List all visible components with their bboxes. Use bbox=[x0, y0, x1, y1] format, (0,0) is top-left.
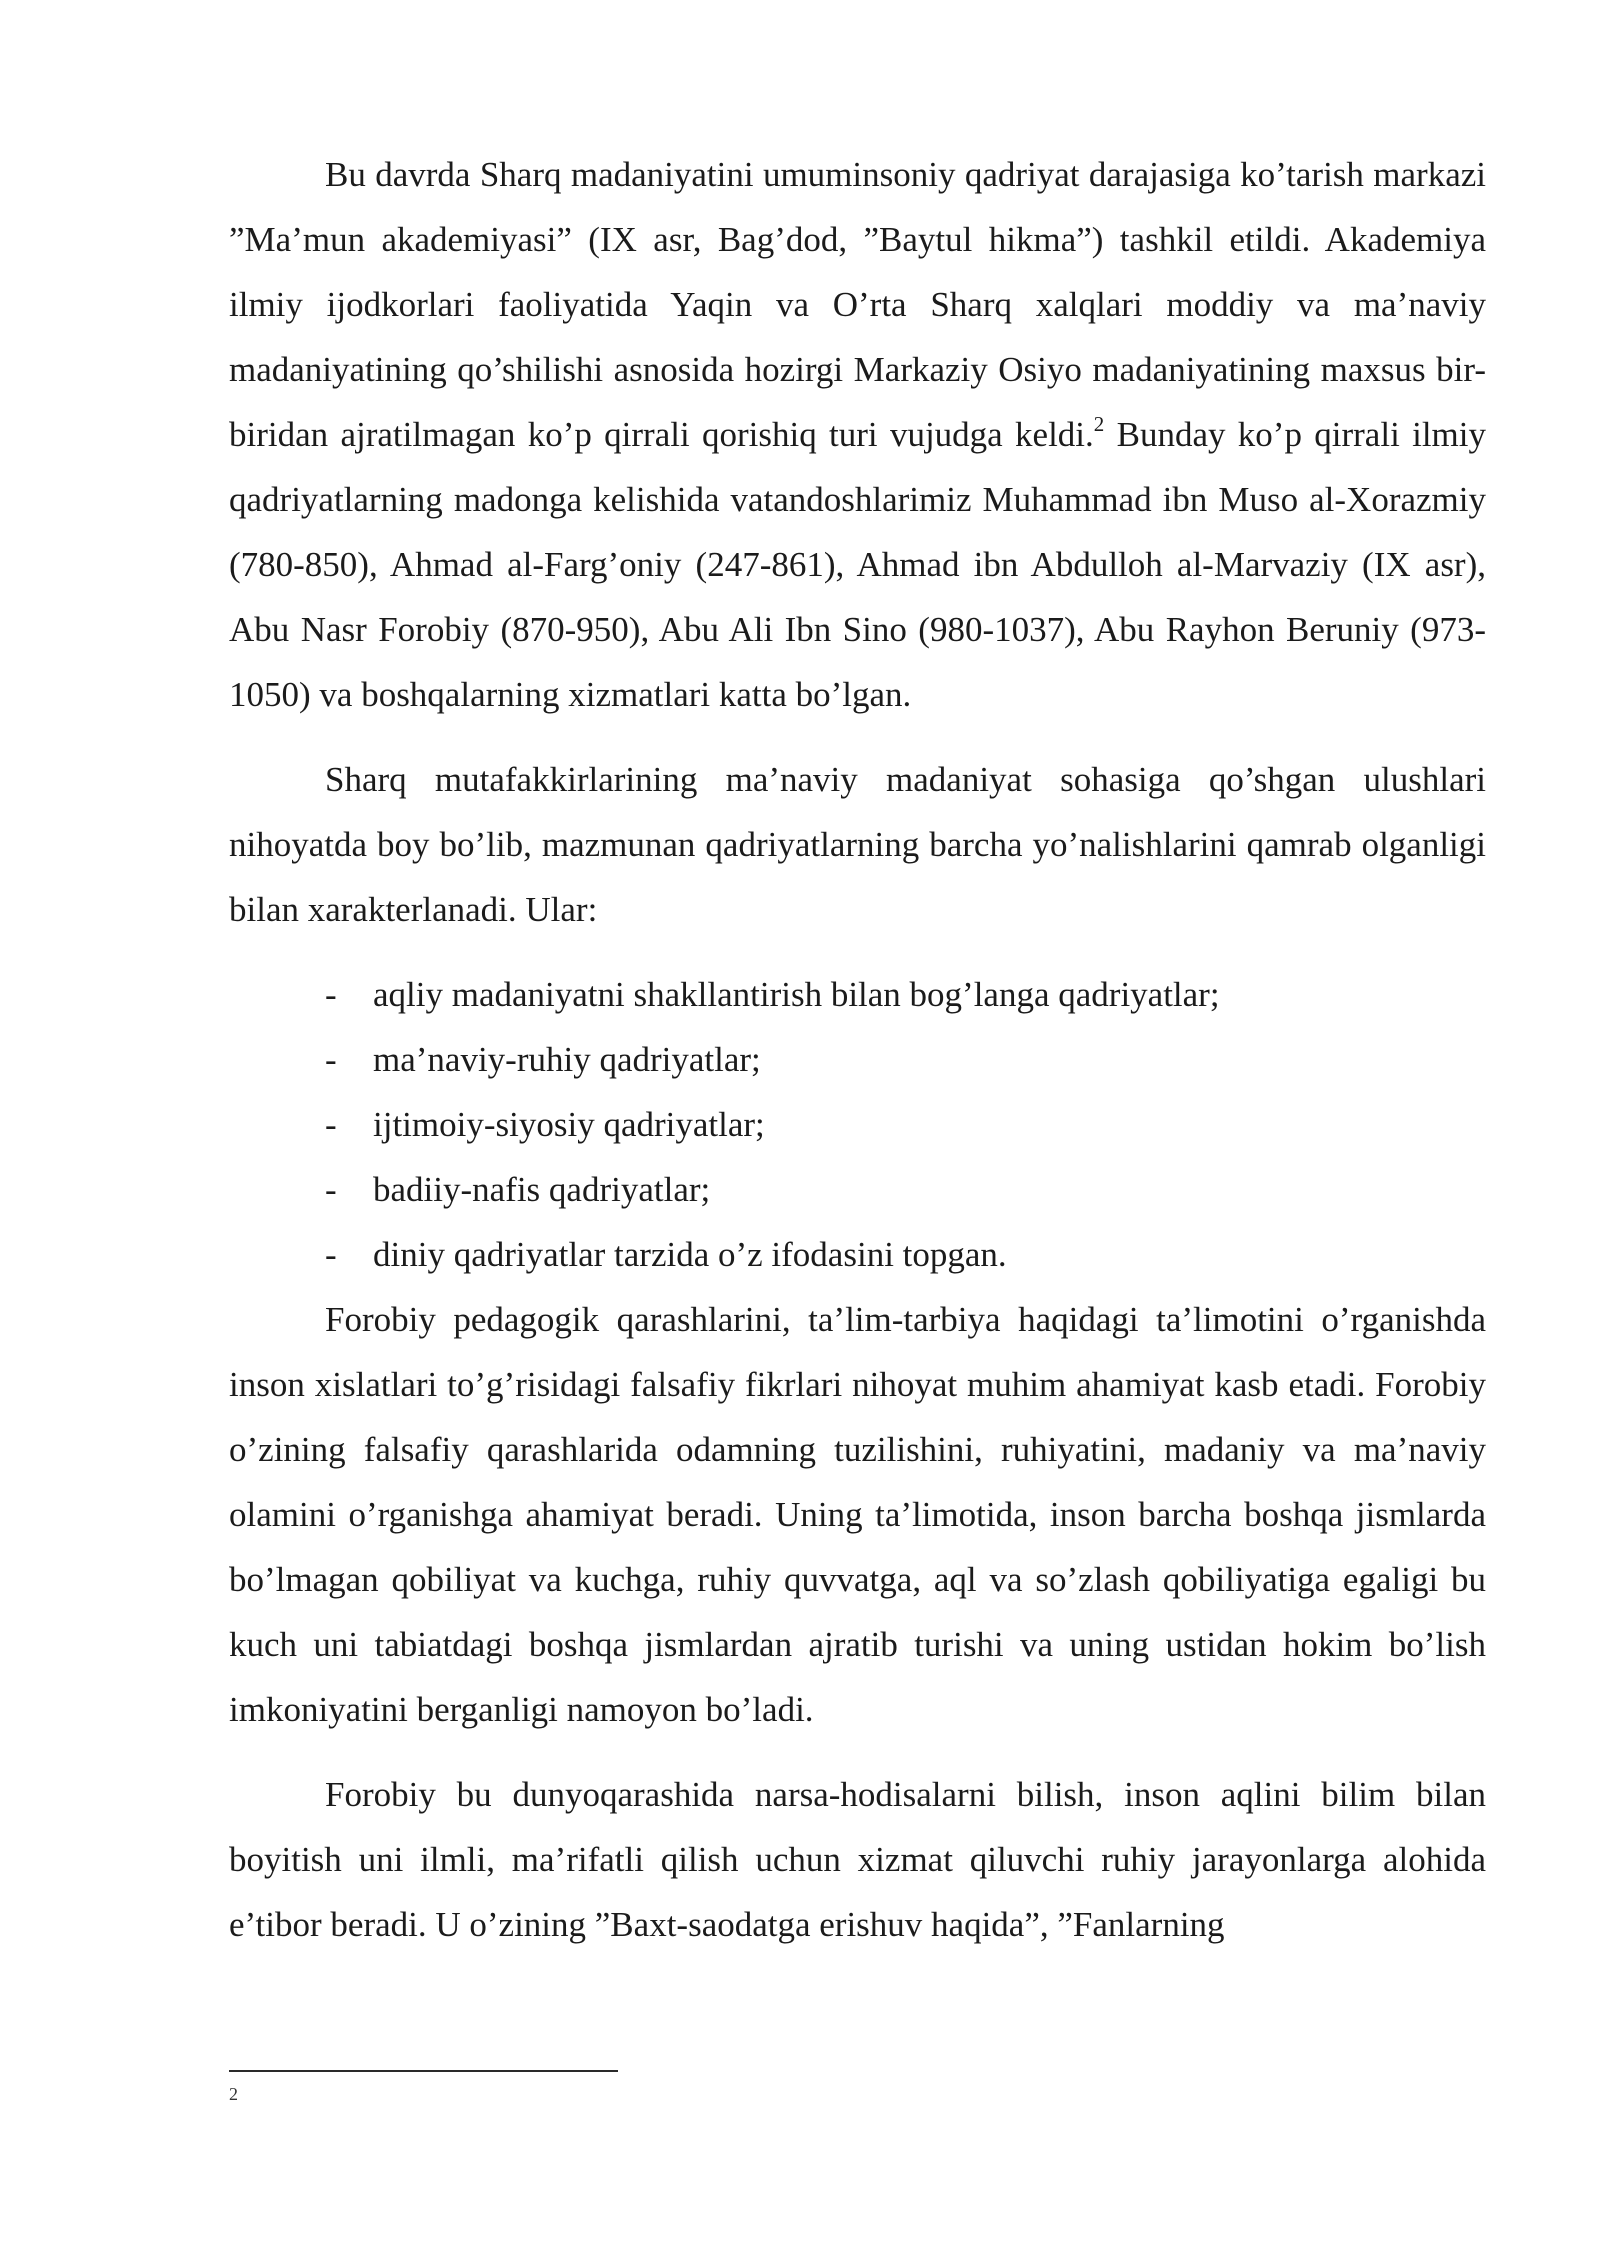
paragraph-text-continued: Bunday ko’p qirrali ilmiy qadriyatlarning madonga kelishida vatandoshlarimiz Muhammad ibn Muso al-Xorazmiy (780-850), Ahmad al-Farg’oniy (247-861), Ahmad ibn Abdulloh al-Marvaziy (IX asr), Abu Nasr Forobiy (870-950), Abu Ali Ibn Sino (980-1037), Abu Rayhon Beruniy (973-1050) va boshqalarning xizmatlari katta bo’lgan. bbox=[229, 415, 1487, 714]
paragraph-forobiy-dunyoqarash bbox=[229, 1762, 1486, 1957]
list-item-text: badiiy-nafis qadriyatlar; bbox=[373, 1170, 711, 1209]
list-bullet: - bbox=[325, 975, 337, 1014]
list-item bbox=[229, 1222, 1486, 1287]
list-bullet: - bbox=[325, 1040, 337, 1079]
paragraph-text: Bu davrda Sharq madaniyatini umuminsoniy qadriyat darajasiga ko’tarish markazi ”Ma’mun akademiyasi” (IX asr, Bag’dod, ”Baytul hikma”) tashkil etildi. Akademiya ilmiy ijodkorlari faoliyatida Yaqin va O’rta Sharq xalqlari moddiy va ma’naviy madaniyatining qo’shilishi asnosida hozirgi Markaziy Osiyo madaniyatining maxsus bir-biridan ajratilmagan ko’p qirrali qorishiq turi vujudga keldi. bbox=[229, 155, 1486, 454]
list-item bbox=[229, 1157, 1486, 1222]
list-bullet: - bbox=[325, 1105, 337, 1144]
paragraph-forobiy-pedagogik bbox=[229, 1287, 1486, 1742]
list-bullet: - bbox=[325, 1235, 337, 1274]
list-item bbox=[229, 962, 1486, 1027]
document-body bbox=[229, 142, 1486, 1977]
list-item-text: ma’naviy-ruhiy qadriyatlar; bbox=[373, 1040, 761, 1079]
list-item-text: ijtimoiy-siyosiy qadriyatlar; bbox=[373, 1105, 765, 1144]
list-item bbox=[229, 1027, 1486, 1092]
paragraph-text: Sharq mutafakkirlarining ma’naviy madaniyat sohasiga qo’shgan ulushlari nihoyatda boy bo’lib, mazmunan qadriyatlarning barcha yo’nalishlarini qamrab olganligi bilan xarakterlanadi. Ular: bbox=[229, 760, 1486, 929]
footnote-number: 2 bbox=[229, 2084, 238, 2104]
list-item bbox=[229, 1092, 1486, 1157]
footnote-separator bbox=[229, 2070, 618, 2072]
paragraph-sharq-mutafakkirlari bbox=[229, 747, 1486, 942]
footnote bbox=[229, 2083, 238, 2105]
paragraph-text: Forobiy bu dunyoqarashida narsa-hodisalarni bilish, inson aqlini bilim bilan boyitish uni ilmli, ma’rifatli qilish uchun xizmat qiluvchi ruhiy jarayonlarga alohida e’tibor beradi. U o’zining ”Baxt-saodatga erishuv haqida”, ”Fanlarning bbox=[229, 1775, 1486, 1944]
list-item-text: aqliy madaniyatni shakllantirish bilan bog’langa qadriyatlar; bbox=[373, 975, 1220, 1014]
list-item-text: diniy qadriyatlar tarzida o’z ifodasini topgan. bbox=[373, 1235, 1007, 1274]
paragraph-text: Forobiy pedagogik qarashlarini, ta’lim-tarbiya haqidagi ta’limotini o’rganishda inson xislatlari to’g’risidagi falsafiy fikrlari nihoyat muhim ahamiyat kasb etadi. Forobiy o’zining falsafiy qarashlarida odamning tuzilishini, ruhiyatini, madaniy va ma’naviy olamini o’rganishga ahamiyat beradi. Uning ta’limotida, inson barcha boshqa jismlarda bo’lmagan qobiliyat va kuchga, ruhiy quvvatga, aql va so’zlash qobiliyatiga egaligi bu kuch uni tabiatdagi boshqa jismlardan ajratib turishi va uning ustidan hokim bo’lish imkoniyatini berganligi namoyon bo’ladi. bbox=[229, 1300, 1486, 1729]
values-list bbox=[229, 962, 1486, 1287]
list-bullet: - bbox=[325, 1170, 337, 1209]
footnote-reference[interactable]: 2 bbox=[1093, 412, 1105, 437]
paragraph-baytul-hikma bbox=[229, 142, 1486, 727]
